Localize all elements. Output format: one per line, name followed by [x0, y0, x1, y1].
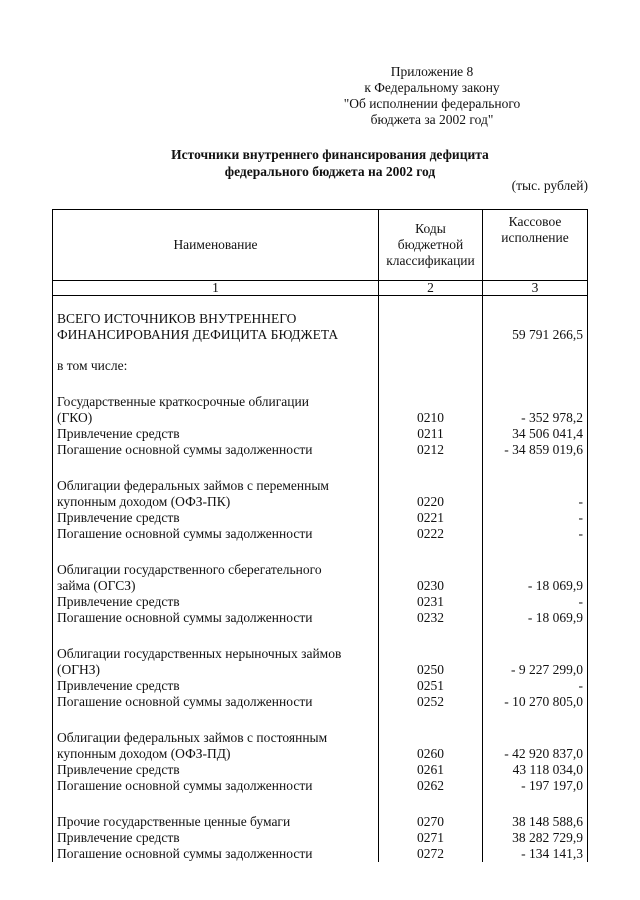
row-value: - 134 141,3	[483, 846, 588, 862]
table-header-row	[53, 210, 588, 281]
row-value: - 34 859 019,6	[483, 442, 588, 458]
spacer-row	[53, 710, 588, 728]
row-code: 0261	[379, 762, 483, 778]
row-code: 0222	[379, 526, 483, 542]
row-value: - 18 069,9	[483, 610, 588, 626]
row-code: 0262	[379, 778, 483, 794]
row-name: Привлечение средств	[53, 762, 379, 778]
row-name: Привлечение средств	[53, 594, 379, 610]
group-value: - 18 069,9	[483, 560, 588, 594]
spacer-row	[53, 296, 588, 312]
column-number: 3	[483, 281, 588, 296]
row-value: -	[483, 526, 588, 542]
row-value: -	[483, 510, 588, 526]
table-row	[53, 678, 588, 694]
group-name: Облигации государственных нерыночных займов (ОГНЗ)	[53, 644, 379, 678]
row-value: -	[483, 594, 588, 610]
group-row	[53, 476, 588, 510]
group-value: -	[483, 476, 588, 510]
row-value: -	[483, 678, 588, 694]
spacer-row	[53, 626, 588, 644]
row-value: - 10 270 805,0	[483, 694, 588, 710]
row-name: Привлечение средств	[53, 830, 379, 846]
spacer-row	[53, 794, 588, 812]
group-row	[53, 644, 588, 678]
row-code: 0231	[379, 594, 483, 610]
group-row	[53, 812, 588, 830]
group-value: 38 148 588,6	[483, 812, 588, 830]
annex-line: к Федеральному закону	[364, 80, 500, 95]
column-number: 2	[379, 281, 483, 296]
spacer-row	[53, 542, 588, 560]
annex-line: бюджета за 2002 год"	[370, 112, 494, 127]
table-row	[53, 510, 588, 526]
group-row	[53, 728, 588, 762]
table-row	[53, 426, 588, 442]
column-number-row	[53, 281, 588, 296]
document-title	[100, 146, 560, 180]
group-row	[53, 392, 588, 426]
group-code: 0220	[379, 476, 483, 510]
group-name: Облигации федеральных займов с переменным купонным доходом (ОФЗ-ПК)	[53, 476, 379, 510]
table-row	[53, 594, 588, 610]
row-code: 0211	[379, 426, 483, 442]
row-value: 43 118 034,0	[483, 762, 588, 778]
row-code: 0221	[379, 510, 483, 526]
row-code: 0272	[379, 846, 483, 862]
table-row	[53, 526, 588, 542]
row-code: 0212	[379, 442, 483, 458]
row-name: Погашение основной суммы задолженности	[53, 442, 379, 458]
row-code: 0251	[379, 678, 483, 694]
table-row	[53, 830, 588, 846]
table-row	[53, 442, 588, 458]
row-name: Погашение основной суммы задолженности	[53, 610, 379, 626]
row-name: Привлечение средств	[53, 426, 379, 442]
spacer-row	[53, 343, 588, 358]
table-row	[53, 610, 588, 626]
group-code: 0230	[379, 560, 483, 594]
row-value: 34 506 041,4	[483, 426, 588, 442]
including-label: в том числе:	[53, 358, 379, 374]
group-code: 0210	[379, 392, 483, 426]
row-name: Привлечение средств	[53, 510, 379, 526]
group-row	[53, 560, 588, 594]
annex-reference	[302, 64, 562, 128]
row-name: Погашение основной суммы задолженности	[53, 694, 379, 710]
row-value: 38 282 729,9	[483, 830, 588, 846]
group-code: 0250	[379, 644, 483, 678]
annex-line: "Об исполнении федерального	[343, 96, 521, 111]
row-code: 0252	[379, 694, 483, 710]
spacer-row	[53, 374, 588, 392]
row-value: - 197 197,0	[483, 778, 588, 794]
including-row	[53, 358, 588, 374]
group-code: 0270	[379, 812, 483, 830]
table-row	[53, 846, 588, 862]
total-row	[53, 311, 588, 343]
annex-line: Приложение 8	[390, 64, 474, 79]
group-name: Прочие государственные ценные бумаги	[53, 812, 379, 830]
title-line: Источники внутреннего финансирования дефицита	[171, 147, 489, 162]
group-value: - 352 978,2	[483, 392, 588, 426]
total-name: ВСЕГО ИСТОЧНИКОВ ВНУТРЕННЕГО ФИНАНСИРОВАНИЯ ДЕФИЦИТА БЮДЖЕТА	[53, 311, 379, 343]
row-name: Привлечение средств	[53, 678, 379, 694]
group-code: 0260	[379, 728, 483, 762]
header-codes: Коды бюджетной классификации	[379, 210, 483, 281]
spacer-row	[53, 458, 588, 476]
group-value: - 42 920 837,0	[483, 728, 588, 762]
row-name: Погашение основной суммы задолженности	[53, 778, 379, 794]
group-value: - 9 227 299,0	[483, 644, 588, 678]
column-number: 1	[53, 281, 379, 296]
table-row	[53, 762, 588, 778]
unit-label: (тыс. рублей)	[511, 178, 588, 193]
table-row	[53, 778, 588, 794]
group-name: Государственные краткосрочные облигации (ГКО)	[53, 392, 379, 426]
group-name: Облигации государственного сберегательного займа (ОГСЗ)	[53, 560, 379, 594]
row-code: 0232	[379, 610, 483, 626]
row-code: 0271	[379, 830, 483, 846]
table-row	[53, 694, 588, 710]
row-name: Погашение основной суммы задолженности	[53, 526, 379, 542]
header-execution: Кассовое исполнение	[483, 210, 588, 281]
sources-table	[52, 209, 588, 862]
total-value: 59 791 266,5	[483, 311, 588, 343]
row-name: Погашение основной суммы задолженности	[53, 846, 379, 862]
title-line: федерального бюджета на 2002 год	[224, 164, 436, 179]
group-name: Облигации федеральных займов с постоянным купонным доходом (ОФЗ-ПД)	[53, 728, 379, 762]
header-name: Наименование	[53, 210, 379, 281]
